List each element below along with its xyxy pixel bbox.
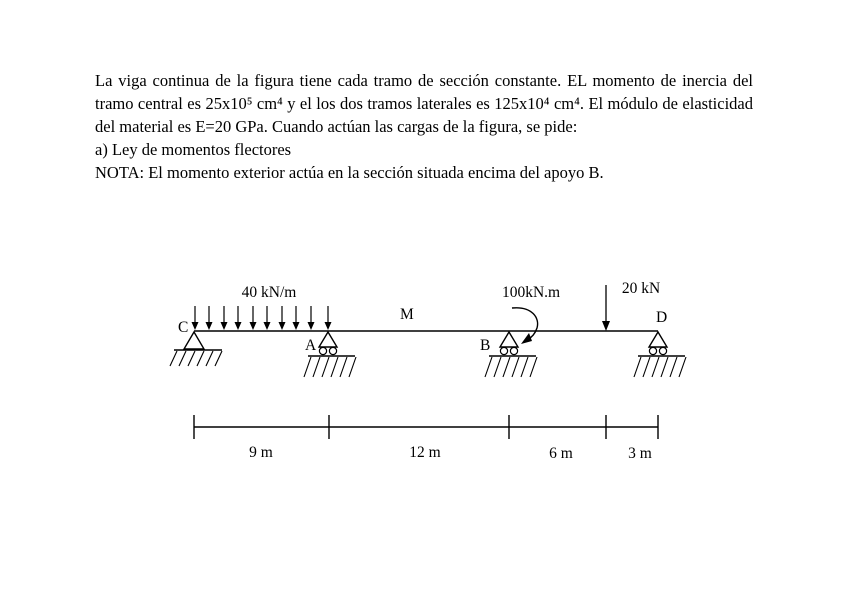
dimension-span-ab: 12 m <box>409 444 441 461</box>
item-a: a) Ley de momentos flectores <box>95 140 292 159</box>
distributed-load <box>192 306 332 330</box>
support-c <box>170 332 222 366</box>
statement-paragraph: La viga continua de la figura tiene cada tramo de sección constante. EL momento de inercia del tramo central es 25x10⁵ cm⁴ y el los dos tramos laterales es 125x10⁴ cm⁴. El módulo de elasticidad del material es E=20 GPa. Cuando actúan las cargas de la figura, se pide: <box>95 71 753 136</box>
distributed-load-arrow <box>264 306 271 330</box>
moment-load-label: 100kN.m <box>501 284 561 301</box>
label-m: M <box>400 306 414 323</box>
note-text: NOTA: El momento exterior actúa en la sección situada encima del apoyo B. <box>95 163 604 182</box>
moment-arrow <box>512 308 538 344</box>
dimension-line <box>194 415 658 439</box>
distributed-load-arrow <box>221 306 228 330</box>
distributed-load-arrow <box>325 306 332 330</box>
distributed-load-arrow <box>293 306 300 330</box>
dimension-span-load-d: 3 m <box>628 445 652 462</box>
distributed-load-arrow <box>235 306 242 330</box>
dimension-span-b-load: 6 m <box>549 445 573 462</box>
distributed-load-arrow <box>206 306 213 330</box>
label-b: B <box>480 337 491 354</box>
distributed-load-arrow <box>250 306 257 330</box>
label-a: A <box>305 337 317 354</box>
distributed-load-arrow <box>192 306 199 330</box>
label-c: C <box>178 319 189 336</box>
label-d: D <box>656 309 668 326</box>
distributed-load-label: 40 kN/m <box>241 284 297 301</box>
distributed-load-arrow <box>308 306 315 330</box>
support-d <box>634 332 686 377</box>
distributed-load-arrow <box>279 306 286 330</box>
point-load-label: 20 kN <box>621 280 661 297</box>
dimension-span-ca: 9 m <box>249 444 273 461</box>
point-load-arrow <box>602 285 610 331</box>
